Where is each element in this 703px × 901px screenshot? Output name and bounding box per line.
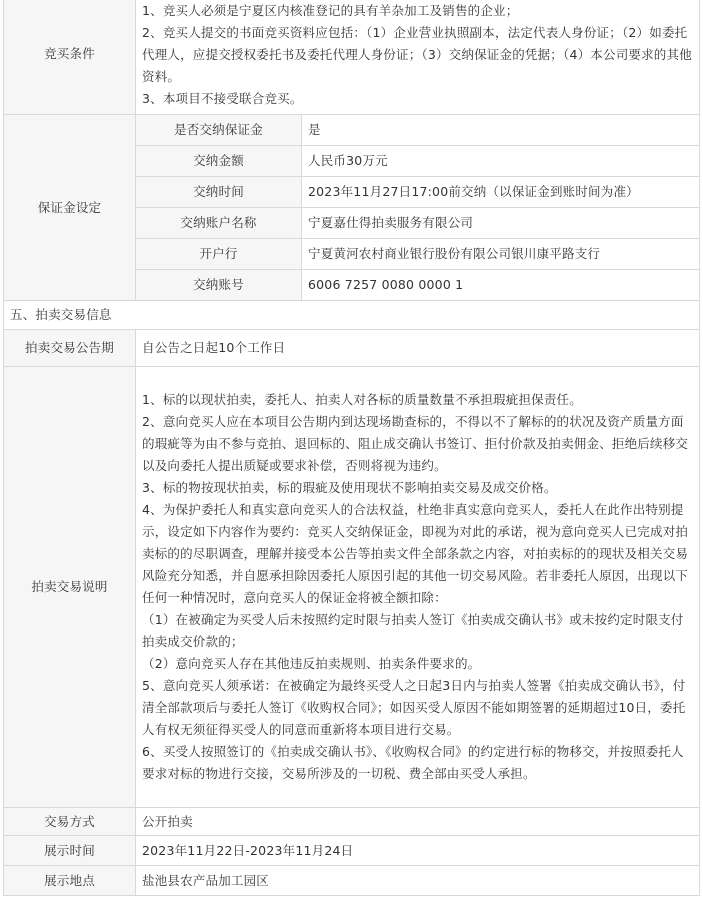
section-heading-row <box>4 301 700 330</box>
deposit-value: 6006 7257 0080 0000 1 <box>302 270 700 301</box>
display-time-value: 2023年11月22日-2023年11月24日 <box>136 836 700 866</box>
auction-info-table <box>3 0 700 896</box>
notice-period-row <box>4 330 700 367</box>
auction-note-4-1: （1）在被确定为买受人后未按照约定时限与拍卖人签订《拍卖成交确认书》或未按约定时限支付拍卖成交价款的； <box>142 612 684 649</box>
auction-note-3: 3、标的物按现状拍卖，标的瑕疵及使用现状不影响拍卖交易及成交价格。 <box>142 480 557 495</box>
deposit-key: 交纳账号 <box>136 270 302 301</box>
display-place-label: 展示地点 <box>4 866 136 896</box>
spacer <box>142 785 693 807</box>
display-time-label: 展示时间 <box>4 836 136 866</box>
auction-note-4: 4、为保护委托人和真实意向竞买人的合法权益，杜绝非真实意向竞买人，委托人在此作出特别提示，设定如下内容作为要约：竞买人交纳保证金，即视为对此的承诺，视为意向竞买人已完成对拍卖标的的尽职调查，理解并接受本公告等拍卖文件全部条款之内容，对拍卖标的的现状及相关交易风险充分知悉，并自愿承担除因委托人原因引起的其他一切交易风险。若非委托人原因，出现以下任何一种情况时，意向竞买人的保证金将被全额扣除： <box>142 502 689 605</box>
deposit-value: 宁夏嘉仕得拍卖服务有限公司 <box>302 208 700 239</box>
auction-note-5: 5、意向竞买人须承诺：在被确定为最终买受人之日起3日内与拍卖人签署《拍卖成交确认书》，付清全部款项后与委托人签订《收购权合同》；如因买受人原因不能如期签署的延期超过10日，委托人有权无须征得买受人的同意而重新将本项目进行交易。 <box>142 678 686 737</box>
deposit-key: 开户行 <box>136 239 302 270</box>
deposit-row <box>4 115 700 146</box>
auction-notes-content <box>136 367 700 808</box>
deposit-value: 人民币30万元 <box>302 146 700 177</box>
auction-note-6: 6、买受人按照签订的《拍卖成交确认书》、《收购权合同》的约定进行标的物移交，并按照委托人要求对标的物进行交接，交易所涉及的一切税、费全部由买受人承担。 <box>142 744 684 781</box>
deposit-key: 交纳账户名称 <box>136 208 302 239</box>
auction-notes-row <box>4 367 700 808</box>
spacer <box>142 367 693 389</box>
display-time-row <box>4 836 700 866</box>
bidder-condition-3: 3、本项目不接受联合竞买。 <box>142 90 303 106</box>
trade-method-label: 交易方式 <box>4 808 136 836</box>
deposit-key: 是否交纳保证金 <box>136 115 302 146</box>
auction-note-2: 2、意向竞买人应在本项目公告期内到达现场勘查标的，不得以不了解标的的状况及资产质量方面的瑕疵等为由不参与竞拍、退回标的、阻止成交确认书签订、拒付价款及拍卖佣金、拒绝后续移交以及向委托人提出质疑或要求补偿，否则将视为违约。 <box>142 414 689 473</box>
deposit-value: 是 <box>302 115 700 146</box>
auction-note-1: 1、标的以现状拍卖，委托人、拍卖人对各标的质量数量不承担瑕疵担保责任。 <box>142 392 582 407</box>
bidder-conditions-row <box>4 0 700 115</box>
deposit-key: 交纳时间 <box>136 177 302 208</box>
bidder-condition-2: 2、竞买人提交的书面竞买资料应包括：（1）企业营业执照副本，法定代表人身份证；（2）如委托代理人，应提交授权委托书及委托代理人身份证；（3）交纳保证金的凭据；（4）本公司要求的其他资料。 <box>142 24 692 84</box>
auction-notes-label: 拍卖交易说明 <box>4 367 136 808</box>
deposit-key: 交纳金额 <box>136 146 302 177</box>
display-place-row <box>4 866 700 896</box>
trade-method-row <box>4 808 700 836</box>
bidder-conditions-content <box>136 0 700 115</box>
bidder-conditions-label: 竞买条件 <box>4 0 136 115</box>
trade-method-value: 公开拍卖 <box>136 808 700 836</box>
bidder-condition-1: 1、竞买人必须是宁夏区内核准登记的具有羊杂加工及销售的企业； <box>142 2 519 18</box>
notice-period-label: 拍卖交易公告期 <box>4 330 136 367</box>
deposit-label: 保证金设定 <box>4 115 136 301</box>
section-five-title: 五、拍卖交易信息 <box>4 301 700 330</box>
deposit-value: 2023年11月27日17:00前交纳（以保证金到账时间为准） <box>302 177 700 208</box>
display-place-value: 盐池县农产品加工园区 <box>136 866 700 896</box>
deposit-value: 宁夏黄河农村商业银行股份有限公司银川康平路支行 <box>302 239 700 270</box>
notice-period-value: 自公告之日起10个工作日 <box>136 330 700 367</box>
auction-note-4-2: （2）意向竞买人存在其他违反拍卖规则、拍卖条件要求的。 <box>142 656 481 671</box>
